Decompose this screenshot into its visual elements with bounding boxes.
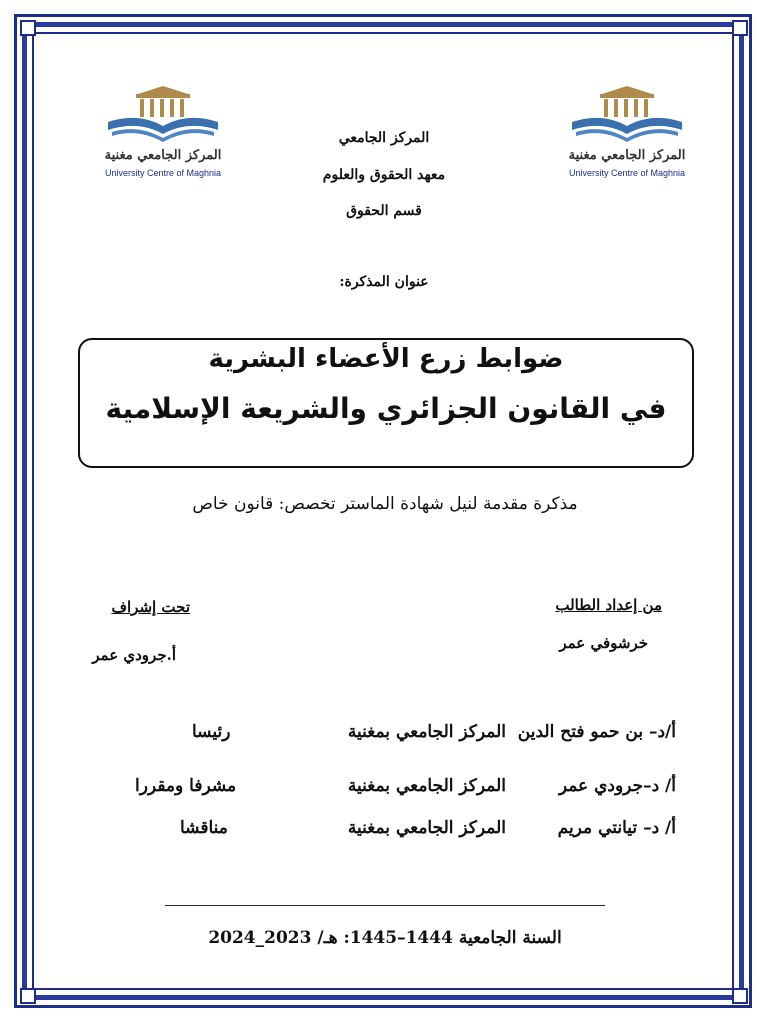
header-department: قسم الحقوق — [346, 203, 422, 219]
memo-title-label: عنوان المذكرة: — [339, 274, 429, 290]
supervisor-name: أ.جرودي عمر — [92, 646, 176, 664]
university-building-icon — [562, 86, 692, 146]
header-institution: المركز الجامعي — [338, 130, 430, 146]
corner-ornament — [732, 988, 748, 1004]
footer-divider — [165, 905, 605, 906]
jury-member-name: أ/ د– تيانتي مريم — [557, 818, 676, 838]
prepared-by-label: من إعداد الطالب — [555, 596, 662, 614]
academic-year: السنة الجامعية 1444–1445: هـ/ 2023_2024 — [208, 928, 562, 948]
thesis-title-line1: ضوابط زرع الأعضاء البشرية — [208, 344, 564, 374]
jury-member-name: أ/د– بن حمو فتح الدين — [517, 722, 676, 742]
header-institute: معهد الحقوق والعلوم — [322, 167, 446, 183]
corner-ornament — [20, 988, 36, 1004]
logo-arabic-name: المركز الجامعي مغنية — [104, 148, 222, 163]
corner-ornament — [20, 20, 36, 36]
jury-member-institution: المركز الجامعي بمغنية — [347, 818, 506, 838]
thesis-title-box — [78, 338, 694, 468]
thesis-subtitle: مذكرة مقدمة لنيل شهادة الماستر تخصص: قانون خاص — [192, 494, 578, 514]
jury-member-institution: المركز الجامعي بمغنية — [347, 722, 506, 742]
logo-english-name: University Centre of Maghnia — [568, 168, 686, 178]
logo-english-name: University Centre of Maghnia — [104, 168, 222, 178]
jury-member-institution: المركز الجامعي بمغنية — [347, 776, 506, 796]
corner-ornament — [732, 20, 748, 36]
university-building-icon — [98, 86, 228, 146]
jury-member-role: مناقشا — [180, 818, 228, 838]
thesis-title-line2: في القانون الجزائري والشريعة الإسلامية — [105, 392, 667, 425]
student-name: خرشوفي عمر — [559, 634, 648, 652]
jury-member-role: رئيسا — [192, 722, 231, 742]
supervised-by-label: تحت إشراف — [111, 598, 190, 616]
jury-member-name: أ/ د–جرودي عمر — [558, 776, 676, 796]
jury-member-role: مشرفا ومقررا — [135, 776, 237, 796]
logo-arabic-name: المركز الجامعي مغنية — [568, 148, 686, 163]
university-logo-left — [98, 86, 228, 186]
university-logo-right — [562, 86, 692, 186]
